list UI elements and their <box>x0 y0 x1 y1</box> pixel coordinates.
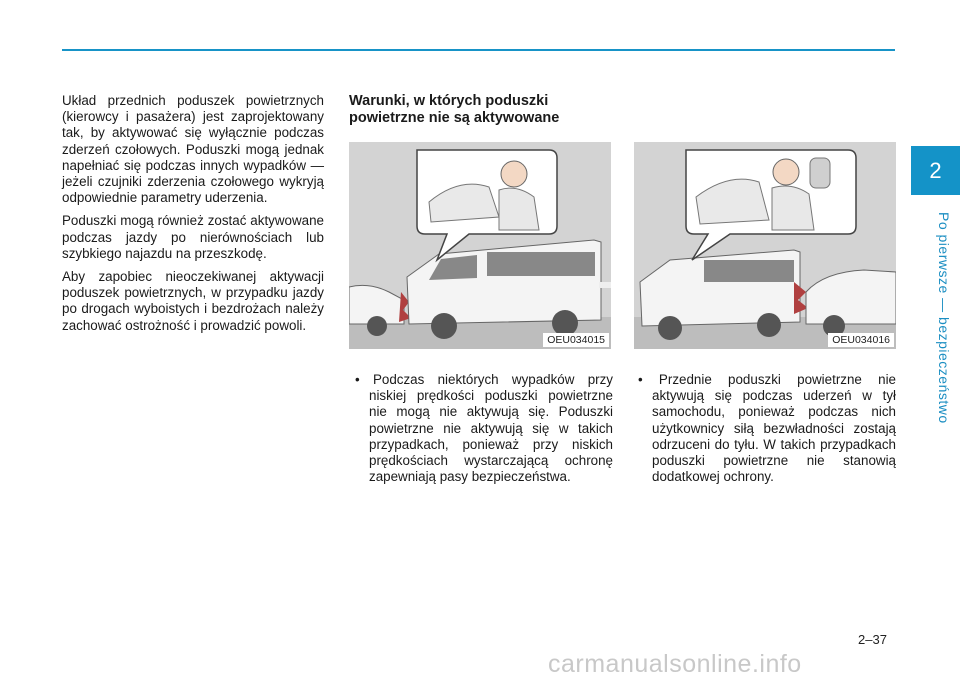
top-rule <box>62 49 895 51</box>
left-column <box>62 93 324 341</box>
illustration-front-collision <box>349 142 611 349</box>
watermark: carmanualsonline.info <box>548 650 802 678</box>
figure-rear-collision <box>634 142 896 349</box>
figure-label: OEU034016 <box>828 333 894 347</box>
bullet-rear-impact: • Przednie poduszki powietrzne nie aktywują się podczas uderzeń w tył samochodu, ponieważ podczas nich użytkownicy siłą bezwładności zostają odrzuceni do tyłu. W takich przypadkach poduszki powietrzne nie stanowią dodatkowej ochrony. <box>638 372 896 485</box>
page-number: 2–37 <box>858 632 887 647</box>
section-title: Po pierwsze — bezpieczeństwo <box>936 212 952 424</box>
section-heading <box>349 93 629 127</box>
paragraph: Aby zapobiec nieoczekiwanej aktywacji poduszek powietrznych, w przypadku jazdy po drogach wyboistych i bezdrożach należy zachować ostrożność i prowadzić powoli. <box>62 269 324 333</box>
heading-line: Warunki, w których poduszki <box>349 93 549 109</box>
figure-front-collision <box>349 142 611 349</box>
paragraph: Układ przednich poduszek powietrznych (kierowcy i pasażera) jest zaprojektowany tak, by aktywować się wyłącznie podczas zderzeń czołowych. Poduszki mogą jednak napełniać się podczas innych wypadków — jeżeli czujniki zderzenia czołowego wykryją odpowiednie parametry uderzenia. <box>62 93 324 206</box>
heading-line: powietrzne nie są aktywowane <box>349 110 560 126</box>
paragraph: Poduszki mogą również zostać aktywowane podczas jazdy po nierównościach lub szybkiego najazdu na przeszkodę. <box>62 213 324 261</box>
section-number: 2 <box>929 157 942 183</box>
bullet-low-speed: • Podczas niektórych wypadków przy niskiej prędkości poduszki powietrzne nie mogą nie aktywują się. Poduszki powietrzne nie aktywują się w takich przypadkach, ponieważ przy niskich prędkościach wystarczającą ochronę zapewniają pasy bezpieczeństwa. <box>355 372 613 485</box>
figure-label: OEU034015 <box>543 333 609 347</box>
illustration-rear-collision <box>634 142 896 349</box>
section-tab <box>911 146 960 195</box>
